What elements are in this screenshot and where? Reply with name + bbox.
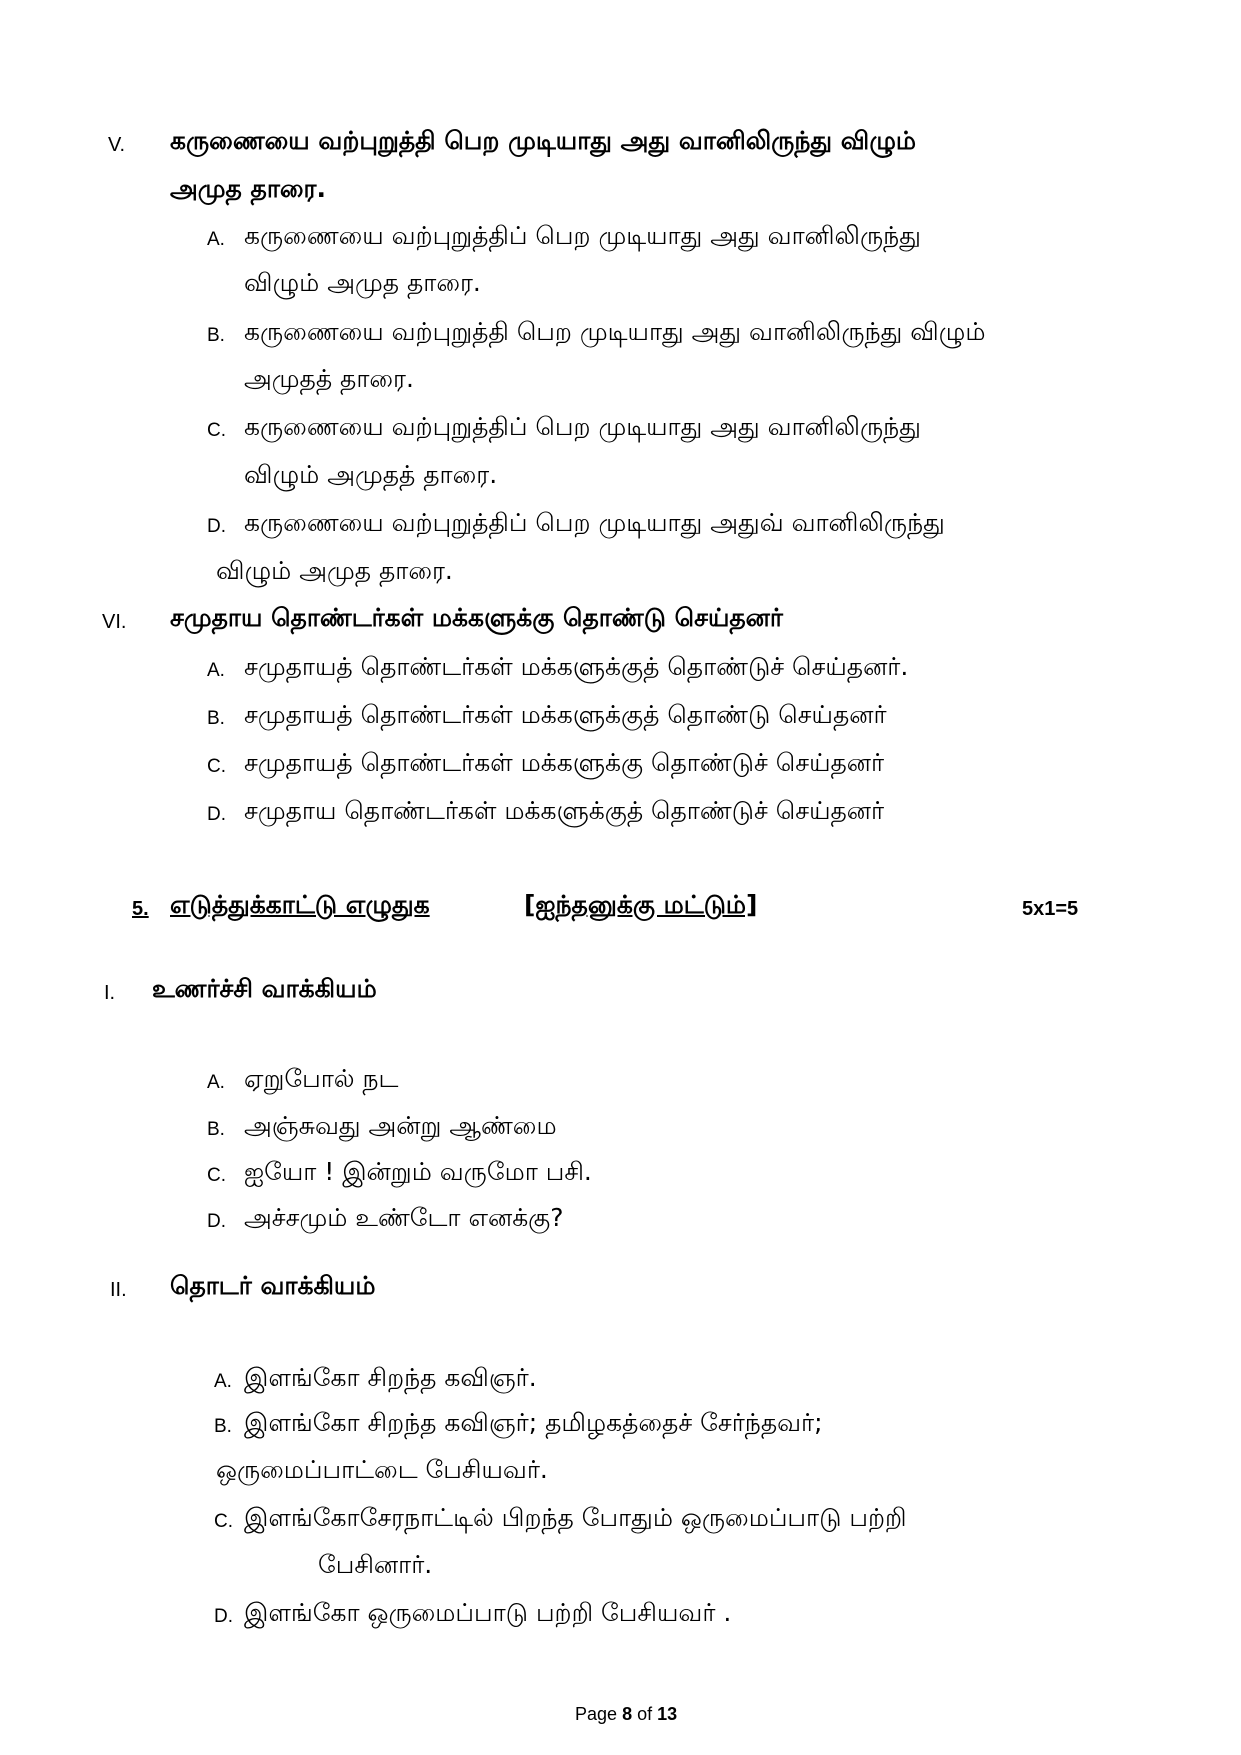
- section-marks: 5x1=5: [1022, 898, 1079, 920]
- option-label: B.: [207, 1119, 225, 1140]
- option-text: இளங்கோ சிறந்த கவிஞர்; தமிழகத்தைச் சேர்ந்தவர்;: [244, 1408, 823, 1437]
- option-text-continued: அமுதத் தாரை.: [244, 364, 414, 393]
- option-label: A.: [207, 229, 225, 250]
- option-label: A.: [207, 660, 225, 681]
- option-label: D.: [207, 516, 226, 537]
- question-text: சமுதாய தொண்டர்கள் மக்களுக்கு தொண்டு செய்தனர்: [170, 603, 783, 632]
- option-label: A.: [214, 1371, 232, 1392]
- option-label: B.: [214, 1416, 232, 1437]
- question-text-line2: அமுத தாரை.: [170, 174, 326, 203]
- option-text: சமுதாயத் தொண்டர்கள் மக்களுக்கு தொண்டுச் செய்தனர்: [244, 748, 885, 777]
- total-page-count: 13: [657, 1704, 678, 1724]
- option-text: ஏறுபோல் நட: [244, 1064, 399, 1093]
- option-label: D.: [214, 1606, 233, 1627]
- option-text: இளங்கோ ஒருமைப்பாடு பற்றி பேசியவர் .: [244, 1598, 732, 1627]
- option-text: ஐயோ ! இன்றும் வருமோ பசி.: [244, 1157, 592, 1186]
- option-text: கருணையை வற்புறுத்திப் பெற முடியாது அது வானிலிருந்து: [244, 221, 921, 250]
- option-label: A.: [207, 1072, 225, 1093]
- question-title: உணர்ச்சி வாக்கியம்: [152, 974, 377, 1003]
- question-title: தொடர் வாக்கியம்: [170, 1271, 376, 1300]
- option-label: C.: [207, 756, 226, 777]
- section-title: எடுத்துக்காட்டு எழுதுக: [170, 890, 430, 919]
- option-text: அஞ்சுவது அன்று ஆண்மை: [244, 1111, 557, 1140]
- option-text: சமுதாய தொண்டர்கள் மக்களுக்குத் தொண்டுச் செய்தனர்: [244, 796, 885, 825]
- option-text-continued: விழும் அமுத தாரை.: [216, 556, 453, 585]
- question-text-line1: கருணையை வற்புறுத்தி பெற முடியாது அது வானிலிருந்து விழும்: [170, 126, 917, 155]
- option-text: சமுதாயத் தொண்டர்கள் மக்களுக்குத் தொண்டுச் செய்தனர்.: [244, 652, 909, 681]
- of-word: of: [637, 1704, 653, 1724]
- option-text-continued: ஒருமைப்பாட்டை பேசியவர்.: [216, 1455, 548, 1484]
- option-label: C.: [207, 1165, 226, 1186]
- page-footer: [575, 1704, 677, 1725]
- option-label: B.: [207, 325, 225, 346]
- question-number: I.: [104, 982, 116, 1004]
- option-text: அச்சமும் உண்டோ எனக்கு?: [244, 1203, 564, 1232]
- option-label: C.: [207, 420, 226, 441]
- option-label: D.: [207, 804, 226, 825]
- option-label: B.: [207, 708, 225, 729]
- section-note: [ஐந்தனுக்கு மட்டும்]: [524, 890, 758, 919]
- question-number: V.: [108, 134, 126, 156]
- option-label: D.: [207, 1211, 226, 1232]
- option-text: கருணையை வற்புறுத்திப் பெற முடியாது அது வானிலிருந்து: [244, 412, 921, 441]
- option-text-continued: பேசினார்.: [318, 1550, 433, 1579]
- page-word: Page: [575, 1704, 618, 1724]
- question-number: II.: [110, 1279, 127, 1301]
- option-text: கருணையை வற்புறுத்திப் பெற முடியாது அதுவ் வானிலிருந்து: [244, 508, 945, 537]
- option-text: கருணையை வற்புறுத்தி பெற முடியாது அது வானிலிருந்து விழும்: [244, 317, 986, 346]
- option-text: இளங்கோ சிறந்த கவிஞர்.: [244, 1363, 537, 1392]
- question-number: VI.: [102, 611, 127, 633]
- option-label: C.: [214, 1511, 233, 1532]
- option-text-continued: விழும் அமுத தாரை.: [244, 268, 481, 297]
- section-number: 5.: [132, 898, 149, 920]
- option-text: சமுதாயத் தொண்டர்கள் மக்களுக்குத் தொண்டு செய்தனர்: [244, 700, 887, 729]
- option-text-continued: விழும் அமுதத் தாரை.: [244, 460, 498, 489]
- option-text: இளங்கோசேரநாட்டில் பிறந்த போதும் ஒருமைப்பாடு பற்றி: [244, 1503, 907, 1532]
- current-page-number: 8: [622, 1704, 633, 1724]
